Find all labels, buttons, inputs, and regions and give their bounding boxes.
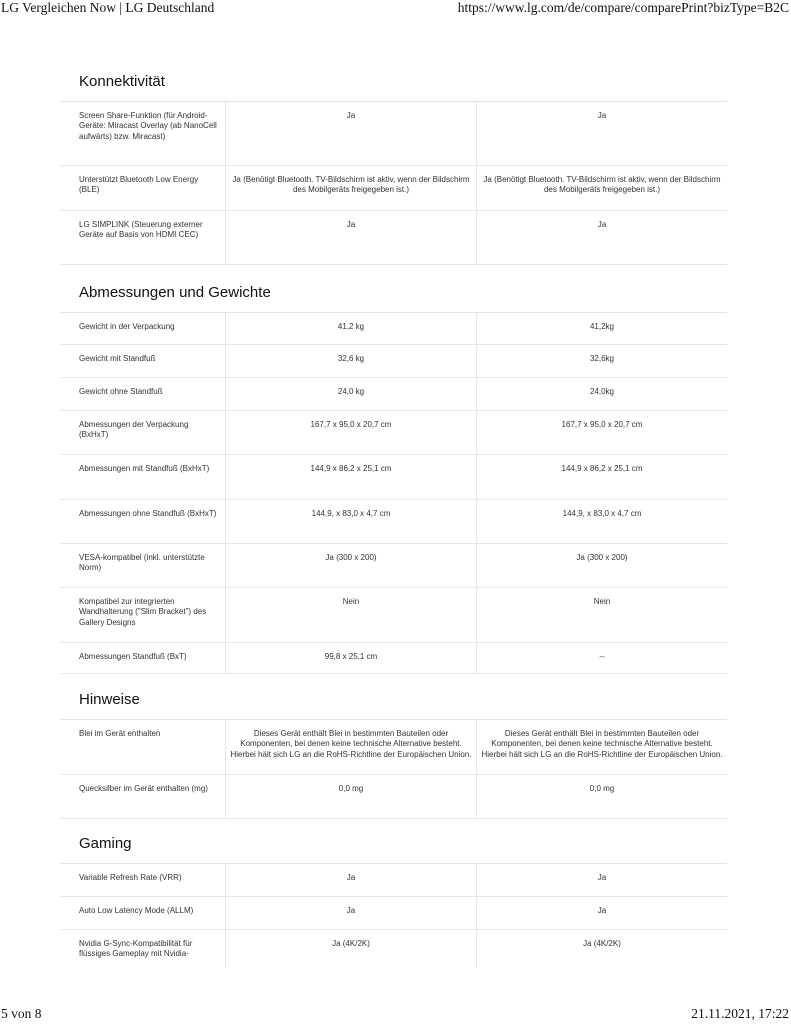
spec-label: Gewicht mit Standfuß [60, 345, 226, 377]
spec-value-product-1: Ja (4K/2K) [226, 930, 477, 968]
spec-label: Gewicht ohne Standfuß [60, 378, 226, 410]
section-title-abmessungen: Abmessungen und Gewichte [79, 284, 271, 301]
table-row [60, 166, 727, 211]
spec-value-product-1: Dieses Gerät enthält Blei in bestimmten Bauteilen oder Komponenten, bei denen keine technische Alternative besteht. Hierbei hält sich LG an die RoHS-Richtline der Europäischen Union. [226, 720, 477, 774]
spec-value-product-2: Dieses Gerät enthält Blei in bestimmten Bauteilen oder Komponenten, bei denen keine technische Alternative besteht. Hierbei hält sich LG an die RoHS-Richtline der Europäischen Union. [481, 729, 723, 759]
spec-table-abmessungen [60, 312, 727, 674]
spec-value-product-2: Ja [597, 873, 607, 882]
spec-label: Variable Refresh Rate (VRR) [60, 864, 226, 896]
spec-value-product-1: 41,2 kg [226, 313, 477, 344]
spec-value-product-1: 144,9, x 83,0 x 4,7 cm [226, 500, 477, 543]
print-footer [0, 1006, 791, 1024]
table-row [60, 455, 727, 500]
table-row [60, 720, 727, 775]
spec-value-product-1: Ja (Benötigt Bluetooth. TV-Bildschirm ist aktiv, wenn der Bildschirm des Mobilgeräts freigegeben ist.) [226, 166, 477, 210]
spec-table-konnektivitaet [60, 101, 727, 265]
spec-value-product-2: 32,6kg [589, 354, 615, 363]
print-page-url: https://www.lg.com/de/compare/comparePrint?bizType=B2C [457, 0, 789, 15]
spec-value-product-2: 144,9 x 86,2 x 25,1 cm [561, 464, 643, 473]
spec-value-product-2: 144,9, x 83,0 x 4,7 cm [562, 509, 642, 518]
spec-label: Quecksilber im Gerät enthalten (mg) [60, 775, 226, 818]
spec-label: Nvidia G-Sync-Kompatibilität für flüssiges Gameplay mit Nvidia- [60, 930, 226, 968]
table-row [60, 588, 727, 643]
table-row [60, 897, 727, 930]
table-row [60, 643, 727, 674]
spec-value-product-1: 144,9 x 86,2 x 25,1 cm [226, 455, 477, 499]
print-datetime: 21.11.2021, 17:22 [691, 1006, 789, 1021]
table-row [60, 411, 727, 455]
spec-value-product-2: 41,2kg [589, 322, 615, 331]
spec-value-product-1: Ja [226, 897, 477, 929]
spec-label: Auto Low Latency Mode (ALLM) [60, 897, 226, 929]
spec-value-product-2: Ja [597, 220, 607, 229]
table-row [60, 544, 727, 588]
spec-value-product-1: 0,0 mg [226, 775, 477, 818]
spec-label: Unterstützt Bluetooth Low Energy (BLE) [60, 166, 226, 210]
spec-label: Abmessungen mit Standfuß (BxHxT) [60, 455, 226, 499]
spec-value-product-1: Ja (300 x 200) [226, 544, 477, 587]
spec-table-gaming [60, 863, 727, 968]
section-title-hinweise: Hinweise [79, 691, 140, 708]
spec-label: Abmessungen der Verpackung (BxHxT) [60, 411, 226, 454]
spec-value-product-2: 0,0 mg [589, 784, 615, 793]
spec-value-product-1: Ja [226, 864, 477, 896]
spec-label: Blei im Gerät enthalten [60, 720, 226, 774]
table-row [60, 102, 727, 166]
spec-value-product-2: 24,0kg [589, 387, 615, 396]
table-row [60, 211, 727, 265]
spec-label: VESA-kompatibel (inkl. unterstützte Norm) [60, 544, 226, 587]
spec-label: Screen Share-Funktion (für Android-Geräte: Miracast Overlay (ab NanoCell aufwärts) bzw. Miracast) [60, 102, 226, 165]
table-row [60, 775, 727, 819]
spec-value-product-2: Ja (4K/2K) [583, 939, 621, 948]
spec-label: Abmessungen ohne Standfuß (BxHxT) [60, 500, 226, 543]
page-counter: 5 von 8 [1, 1006, 42, 1021]
spec-value-product-1: Nein [226, 588, 477, 642]
spec-value-product-2: Ja (300 x 200) [576, 553, 628, 562]
print-page-title: LG Vergleichen Now | LG Deutschland [1, 0, 215, 15]
spec-label: Kompatibel zur integrierten Wandhalterung ("Slim Bracket") des Gallery Designs [60, 588, 226, 642]
table-row [60, 500, 727, 544]
section-title-gaming: Gaming [79, 835, 132, 852]
spec-value-product-2: Nein [593, 597, 611, 606]
spec-value-product-1: Ja [226, 211, 477, 264]
print-header [0, 0, 791, 18]
spec-value-product-2: -- [599, 652, 605, 661]
section-title-konnektivitaet: Konnektivität [79, 73, 165, 90]
table-row [60, 378, 727, 411]
spec-value-product-1: 24,0 kg [226, 378, 477, 410]
spec-table-hinweise [60, 719, 727, 819]
spec-value-product-2: Ja [597, 111, 607, 120]
spec-value-product-1: 167,7 x 95,0 x 20,7 cm [226, 411, 477, 454]
spec-label: Gewicht in der Verpackung [60, 313, 226, 344]
spec-label: LG SIMPLINK (Steuerung externer Geräte auf Basis von HDMI CEC) [60, 211, 226, 264]
table-row [60, 313, 727, 345]
spec-label: Abmessungen Standfuß (BxT) [60, 643, 226, 673]
spec-value-product-1: 32,6 kg [226, 345, 477, 377]
spec-value-product-1: Ja [226, 102, 477, 165]
spec-value-product-2: Ja (Benötigt Bluetooth. TV-Bildschirm ist aktiv, wenn der Bildschirm des Mobilgeräts freigegeben ist.) [483, 175, 721, 195]
table-row [60, 930, 727, 968]
spec-value-product-2: Ja [597, 906, 607, 915]
table-row [60, 864, 727, 897]
table-row [60, 345, 727, 378]
spec-value-product-2: 167,7 x 95,0 x 20,7 cm [561, 420, 643, 429]
spec-value-product-1: 99,8 x 25,1 cm [226, 643, 477, 673]
